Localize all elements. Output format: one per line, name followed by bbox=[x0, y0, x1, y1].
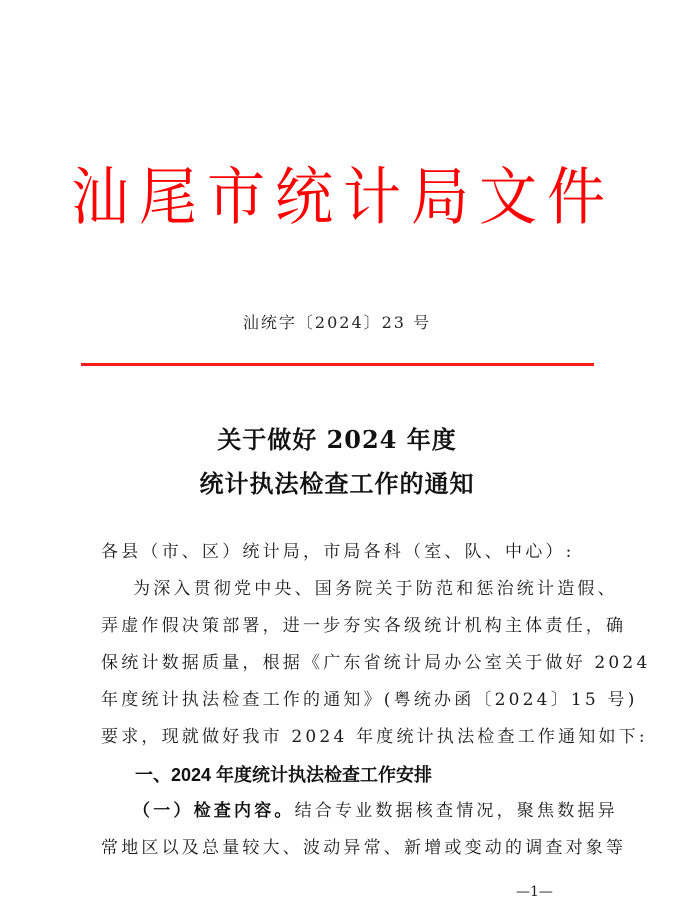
section-heading-1: 一、2024 年度统计执法检查工作安排 bbox=[135, 765, 433, 785]
document-number: 汕统字〔2024〕23 号 bbox=[242, 313, 432, 332]
subsection-text: 结合专业数据核查情况，聚焦数据异 bbox=[294, 801, 618, 821]
red-divider-line bbox=[81, 363, 594, 366]
notice-title-line-1: 关于做好 2024 年度 bbox=[217, 425, 457, 454]
subsection-line bbox=[133, 799, 618, 823]
paragraph-line: 弄虚作假决策部署，进一步夯实各级统计机构主体责任，确 bbox=[101, 616, 627, 636]
salutation: 各县（市、区）统计局，市局各科（室、队、中心）: bbox=[101, 542, 575, 562]
paragraph-line: 为深入贯彻党中央、国务院关于防范和惩治统计造假、 bbox=[133, 579, 618, 599]
masthead-title: 汕尾市统计局文件 bbox=[70, 162, 615, 233]
paragraph-line: 要求，现就做好我市 2024 年度统计执法检查工作通知如下: bbox=[101, 727, 648, 747]
paragraph-line: 年度统计执法检查工作的通知》(粤统办函〔2024〕15 号) bbox=[101, 690, 638, 710]
page-number: —1— bbox=[516, 884, 553, 900]
paragraph-line: 保统计数据质量，根据《广东省统计局办公室关于做好 2024 bbox=[101, 653, 651, 673]
paragraph-line: 常地区以及总量较大、波动异常、新增或变动的调查对象等 bbox=[101, 838, 627, 858]
subsection-label: （一）检查内容。 bbox=[133, 801, 295, 821]
notice-title-line-2: 统计执法检查工作的通知 bbox=[199, 469, 475, 498]
